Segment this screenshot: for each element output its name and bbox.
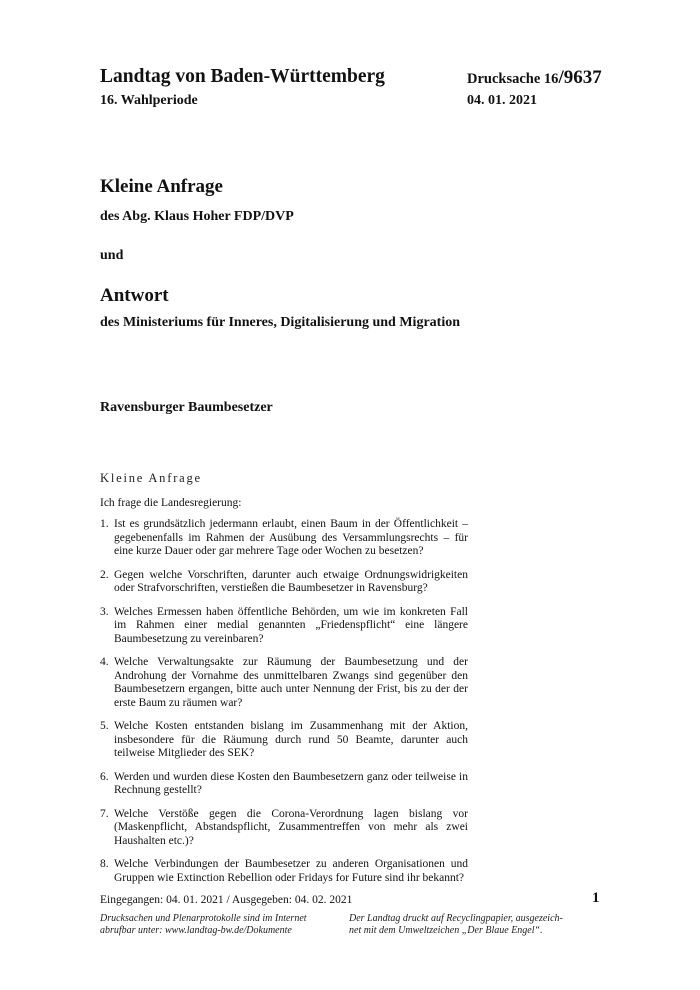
question-number: 7. — [100, 807, 109, 820]
question-item — [100, 720, 468, 761]
page-number: 1 — [592, 890, 600, 906]
footer-note-left — [100, 913, 307, 937]
question-item — [100, 858, 468, 885]
document-date: 04. 01. 2021 — [467, 93, 537, 108]
intro-text: Ich frage die Landesregierung: — [100, 497, 242, 509]
question-text: Werden und wurden diese Kosten den Baumbesetzern ganz oder teilweise in Rechnung gestellt? — [114, 770, 468, 796]
answer-heading: Antwort — [100, 285, 169, 306]
drucksache-id: 9637 — [563, 67, 602, 88]
question-number: 2. — [100, 568, 109, 581]
question-text: Welche Verbindungen der Baumbesetzer zu anderen Organisationen und Gruppen wie Extinction Rebellion oder Fridays for Future sind ihr bekannt? — [114, 858, 468, 884]
question-number: 4. — [100, 656, 109, 668]
section-label: Kleine Anfrage — [100, 471, 202, 485]
question-text: Welche Kosten entstanden bislang im Zusammenhang mit der Aktion, insbesondere für die Räumung durch rund 50 Beamte, darunter auch teilweise Mitglieder des SEK? — [114, 720, 468, 759]
drucksache-separator: / — [558, 67, 564, 88]
question-text: Welche Verstöße gegen die Corona-Verordnung lagen bislang vor (Maskenpflicht, Abstandspflicht, Zusammentreffen von mehr als zwei Haushalten etc.)? — [114, 807, 468, 847]
question-text: Welches Ermessen haben öffentliche Behörden, um wie im konkreten Fall im Rahmen einer medial genannten „Friedenspflicht“ eine längere Baumbesetzung zu vereinbaren? — [114, 605, 468, 645]
conjunction: und — [100, 248, 124, 263]
footer-note-left-line: abrufbar unter: www.landtag-bw.de/Dokumente — [100, 925, 292, 936]
question-text: Ist es grundsätzlich jedermann erlaubt, einen Baum in der Öffentlichkeit – gegebenenfalls im Rahmen der Ausübung des Versammlungsrechts – für eine kurze Dauer oder gar mehrere Tage oder Wochen zu besetzen? — [114, 518, 468, 557]
inquiry-heading: Kleine Anfrage — [100, 176, 223, 197]
footer-note-right-line: net mit dem Umweltzeichen „Der Blaue Engel“. — [349, 925, 543, 936]
footer-note-right — [349, 913, 563, 937]
answer-author: des Ministeriums für Inneres, Digitalisierung und Migration — [100, 315, 461, 330]
receipt-dates: Eingegangen: 04. 01. 2021 / Ausgegeben: 04. 02. 2021 — [100, 894, 353, 906]
drucksache-label: Drucksache 16 — [467, 71, 559, 87]
question-number: 5. — [100, 720, 109, 732]
drucksache-number — [467, 67, 602, 89]
question-item — [100, 569, 468, 596]
legislative-period: 16. Wahlperiode — [100, 93, 198, 108]
question-item — [100, 656, 468, 710]
question-list — [100, 518, 468, 885]
question-number: 6. — [100, 770, 109, 783]
inquiry-author: des Abg. Klaus Hoher FDP/DVP — [100, 209, 294, 224]
subject-title: Ravensburger Baumbesetzer — [100, 400, 273, 415]
question-item — [100, 518, 468, 559]
question-item — [100, 771, 468, 798]
question-text: Welche Verwaltungsakte zur Räumung der Baumbesetzung und der Androhung der Vornahme des unmittelbaren Zwangs sind gegenüber den Baumbesetzern ergangen, bitte auch unter Nennung der Frist, bis zu der der erste Baum zu räumen war? — [114, 656, 468, 709]
question-text: Gegen welche Vorschriften, darunter auch etwaige Ordnungswidrigkeiten oder Strafvorschriften, verstießen die Baumbesetzer in Ravensburg? — [114, 568, 468, 594]
footer-note-left-line: Drucksachen und Plenarprotokolle sind im Internet — [100, 913, 307, 924]
question-number: 3. — [100, 605, 109, 618]
footer-note-right-line: Der Landtag druckt auf Recyclingpapier, ausgezeich- — [349, 913, 563, 924]
question-number: 8. — [100, 858, 109, 870]
question-item — [100, 808, 468, 849]
parliament-title: Landtag von Baden-Württemberg — [100, 66, 385, 87]
question-item — [100, 606, 468, 647]
question-number: 1. — [100, 518, 109, 530]
